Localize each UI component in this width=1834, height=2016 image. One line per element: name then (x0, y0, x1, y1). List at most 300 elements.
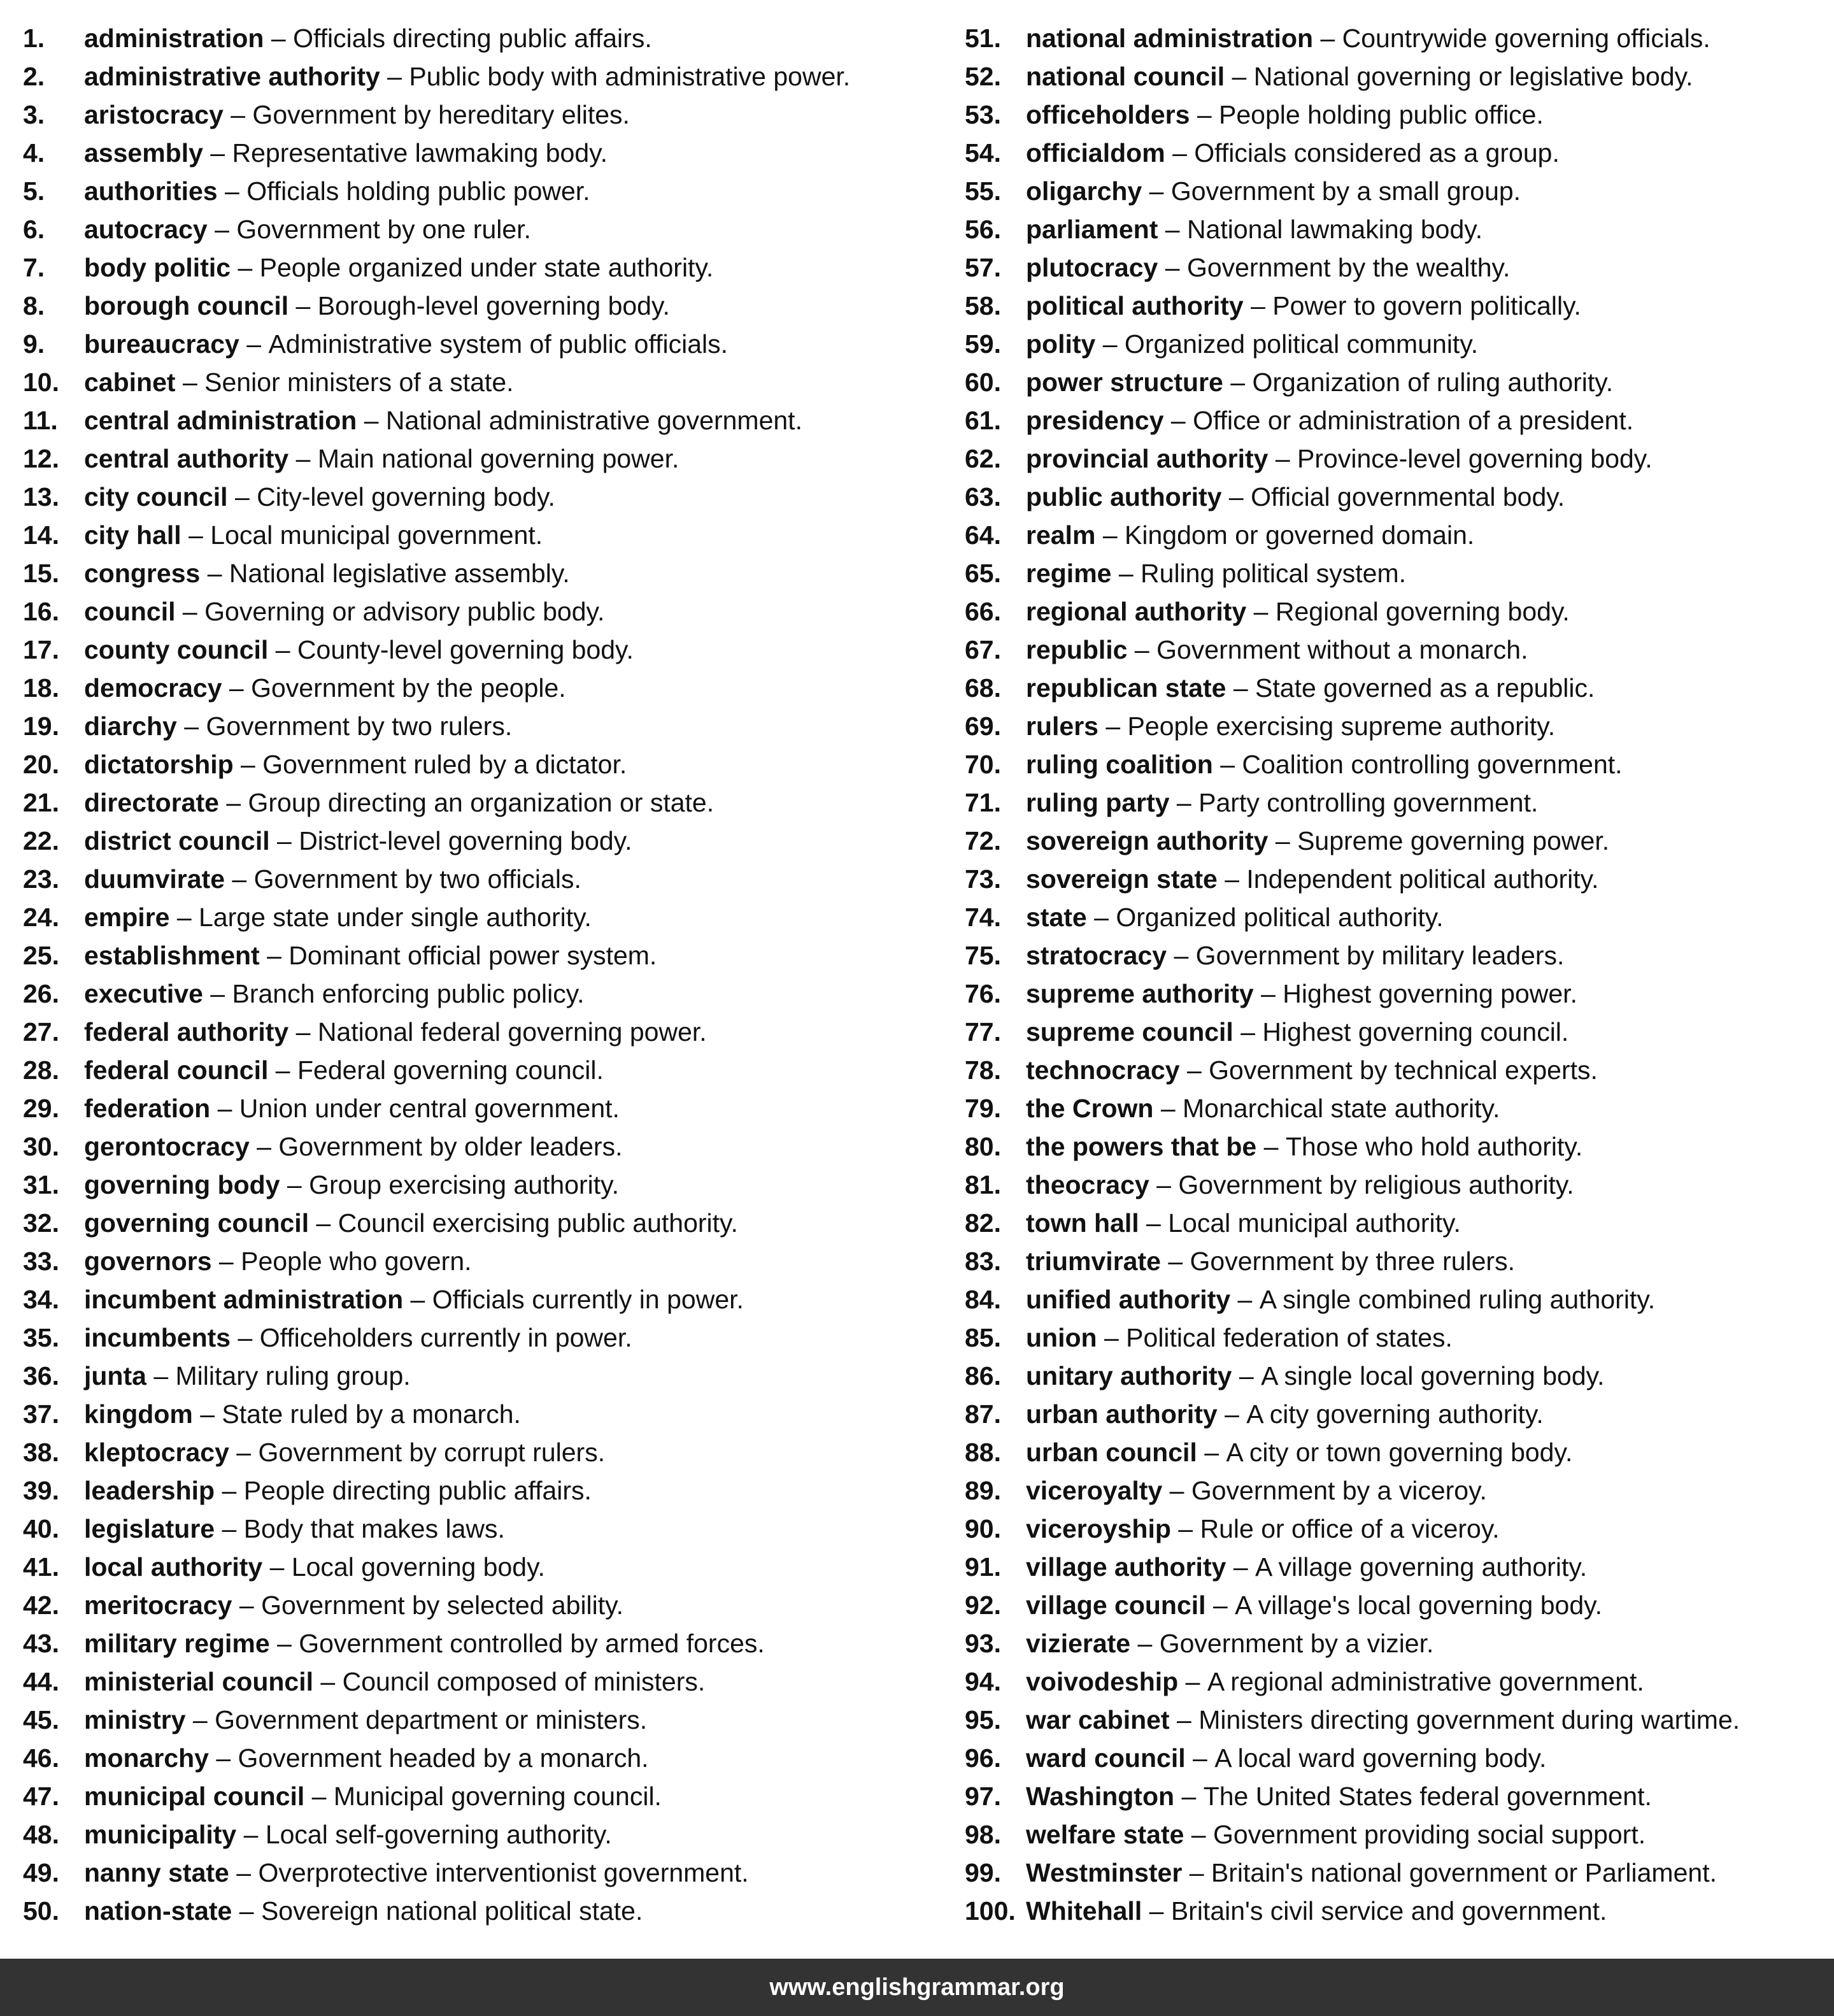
list-item (965, 1166, 1828, 1204)
item-separator: – (1158, 253, 1187, 282)
item-term: theocracy (1026, 1170, 1149, 1199)
item-term: county council (84, 635, 269, 664)
item-term: governors (84, 1247, 212, 1276)
item-number: 69. (965, 711, 1001, 741)
item-separator: – (229, 1438, 259, 1467)
list-item (23, 1433, 940, 1471)
list-item (965, 707, 1828, 745)
item-separator: – (1139, 1208, 1169, 1238)
list-item (23, 554, 940, 592)
item-definition: A village's local governing body. (1235, 1591, 1603, 1620)
item-term: Whitehall (1026, 1896, 1142, 1926)
item-number: 24. (23, 903, 59, 932)
item-separator: – (233, 750, 263, 779)
list-item (23, 1471, 940, 1510)
item-number: 45. (23, 1705, 59, 1734)
item-number: 96. (965, 1743, 1001, 1773)
item-separator: – (269, 826, 299, 855)
item-definition: Government by a vizier. (1159, 1629, 1434, 1658)
item-number: 3. (23, 100, 45, 129)
item-definition: Officials holding public power. (246, 176, 590, 206)
item-separator: – (1163, 406, 1193, 435)
item-separator: – (1178, 1667, 1207, 1696)
item-term: viceroyalty (1026, 1476, 1163, 1505)
item-number: 63. (965, 482, 1001, 511)
item-separator: – (203, 979, 232, 1008)
item-number: 25. (23, 941, 59, 970)
list-item (965, 1739, 1828, 1777)
list-item (965, 1089, 1828, 1127)
item-term: executive (84, 979, 203, 1008)
item-number: 10. (23, 368, 59, 397)
footer-url: www.englishgrammar.org (769, 1973, 1065, 2001)
item-term: supreme authority (1026, 979, 1254, 1008)
item-term: public authority (1026, 482, 1222, 511)
item-definition: A single local governing body. (1261, 1361, 1605, 1390)
item-definition: Council composed of ministers. (342, 1667, 706, 1696)
item-separator: – (1232, 1361, 1262, 1390)
item-number: 34. (23, 1285, 59, 1314)
item-definition: Independent political authority. (1246, 864, 1599, 894)
list-item (23, 1510, 940, 1548)
item-separator: – (232, 1896, 261, 1926)
item-term: borough council (84, 291, 289, 320)
item-term: dictatorship (84, 750, 234, 779)
item-separator: – (207, 215, 237, 244)
list-item (965, 631, 1828, 669)
item-number: 50. (23, 1896, 59, 1926)
item-definition: Local governing body. (291, 1552, 545, 1582)
item-separator: – (231, 253, 260, 282)
list-item (965, 57, 1828, 96)
item-number: 92. (965, 1591, 1001, 1620)
list-item (965, 1013, 1828, 1051)
list-item (23, 898, 940, 936)
item-number: 71. (965, 788, 1001, 817)
item-term: diarchy (84, 711, 177, 741)
item-term: administration (84, 24, 264, 53)
item-term: urban authority (1026, 1399, 1218, 1429)
item-term: autocracy (84, 215, 208, 244)
item-term: ruling party (1026, 788, 1170, 817)
item-number: 74. (965, 903, 1001, 932)
item-separator: – (1179, 1055, 1209, 1085)
list-item (23, 936, 940, 975)
list-item (23, 287, 940, 325)
item-separator: – (1217, 864, 1247, 894)
item-number: 56. (965, 215, 1001, 244)
list-item (965, 669, 1828, 707)
item-number: 5. (23, 176, 45, 206)
item-definition: People who govern. (241, 1247, 472, 1276)
item-definition: Government by the people. (251, 673, 566, 703)
item-separator: – (1142, 176, 1171, 206)
item-term: welfare state (1026, 1820, 1184, 1849)
item-number: 87. (965, 1399, 1001, 1429)
item-definition: Government by two officials. (253, 864, 581, 894)
item-definition: Ministers directing government during wartime. (1198, 1705, 1740, 1734)
list-item (965, 440, 1828, 478)
item-number: 9. (23, 329, 45, 359)
item-definition: Organized political community. (1124, 329, 1479, 359)
item-definition: Officials considered as a group. (1194, 138, 1560, 168)
item-definition: Government by the wealthy. (1186, 253, 1511, 282)
item-term: officialdom (1026, 138, 1165, 168)
item-separator: – (229, 1858, 259, 1887)
item-number: 54. (965, 138, 1001, 168)
item-number: 39. (23, 1476, 59, 1505)
list-item (23, 1815, 940, 1854)
item-number: 84. (965, 1285, 1001, 1314)
item-definition: Senior ministers of a state. (204, 368, 514, 397)
item-term: sovereign state (1026, 864, 1218, 894)
item-separator: – (1230, 1285, 1260, 1314)
item-term: viceroyship (1026, 1514, 1171, 1543)
item-number: 21. (23, 788, 59, 817)
item-separator: – (1170, 1514, 1200, 1543)
item-definition: Body that makes laws. (243, 1514, 505, 1543)
item-term: empire (84, 903, 170, 932)
item-definition: Rule or office of a viceroy. (1200, 1514, 1500, 1543)
item-definition: National legislative assembly. (229, 559, 570, 588)
item-separator: – (211, 1247, 241, 1276)
item-term: central administration (84, 406, 357, 435)
item-definition: People holding public office. (1219, 100, 1544, 129)
list-item (23, 631, 940, 669)
item-separator: – (203, 138, 232, 168)
item-separator: – (185, 1705, 215, 1734)
item-term: city council (84, 482, 228, 511)
item-separator: – (288, 291, 318, 320)
item-term: state (1026, 903, 1087, 932)
list-item (23, 516, 940, 554)
list-item (965, 1892, 1828, 1930)
item-separator: – (1098, 711, 1128, 741)
item-definition: Supreme governing power. (1297, 826, 1610, 855)
list-item (23, 1089, 940, 1127)
item-separator: – (1169, 1705, 1199, 1734)
item-separator: – (223, 100, 253, 129)
item-number: 28. (23, 1055, 59, 1085)
item-number: 41. (23, 1552, 59, 1582)
item-definition: Political federation of states. (1126, 1323, 1453, 1352)
item-separator: – (1226, 673, 1256, 703)
item-separator: – (1086, 903, 1116, 932)
list-item (965, 1051, 1828, 1089)
item-term: political authority (1026, 291, 1244, 320)
item-definition: Government by a viceroy. (1191, 1476, 1487, 1505)
list-item (965, 936, 1828, 975)
item-definition: Regional governing body. (1275, 597, 1570, 626)
item-separator: – (192, 1399, 222, 1429)
item-term: administrative authority (84, 62, 380, 91)
item-definition: Government by older leaders. (278, 1132, 623, 1161)
item-definition: Highest governing power. (1283, 979, 1577, 1008)
item-definition: Ruling political system. (1141, 559, 1407, 588)
item-term: war cabinet (1026, 1705, 1170, 1734)
item-separator: – (225, 864, 254, 894)
item-definition: Party controlling government. (1198, 788, 1539, 817)
item-separator: – (1226, 1552, 1256, 1582)
item-definition: Military ruling group. (175, 1361, 411, 1390)
item-term: council (84, 597, 176, 626)
item-definition: A city or town governing body. (1226, 1438, 1573, 1467)
item-separator: – (1158, 215, 1187, 244)
list-item (965, 592, 1828, 631)
item-term: incumbent administration (84, 1285, 404, 1314)
item-separator: – (1233, 1017, 1263, 1047)
item-number: 55. (965, 176, 1001, 206)
item-separator: – (1256, 1132, 1286, 1161)
item-number: 68. (965, 673, 1001, 703)
item-number: 64. (965, 520, 1001, 550)
item-number: 52. (965, 62, 1001, 91)
item-definition: Countrywide governing officials. (1342, 24, 1710, 53)
list-item (23, 707, 940, 745)
item-separator: – (1197, 1438, 1226, 1467)
item-definition: A city governing authority. (1246, 1399, 1544, 1429)
item-separator: – (268, 635, 297, 664)
item-definition: Government providing social support. (1213, 1820, 1646, 1849)
item-term: meritocracy (84, 1591, 232, 1620)
item-number: 19. (23, 711, 59, 741)
item-number: 26. (23, 979, 59, 1008)
item-number: 60. (965, 368, 1001, 397)
item-term: union (1026, 1323, 1097, 1352)
item-term: federal council (84, 1055, 269, 1085)
right-column (965, 19, 1828, 1930)
item-separator: – (1127, 635, 1157, 664)
item-term: national administration (1026, 24, 1314, 53)
item-number: 85. (965, 1323, 1001, 1352)
item-definition: A local ward governing body. (1214, 1743, 1547, 1773)
list-item (23, 325, 940, 363)
list-item (23, 134, 940, 172)
item-term: federal authority (84, 1017, 289, 1047)
item-separator: – (1174, 1782, 1204, 1811)
item-separator: – (1313, 24, 1342, 53)
item-term: plutocracy (1026, 253, 1158, 282)
list-item (965, 1624, 1828, 1662)
item-definition: Large state under single authority. (199, 903, 592, 932)
item-number: 70. (965, 750, 1001, 779)
item-definition: National federal governing power. (317, 1017, 707, 1047)
item-term: voivodeship (1026, 1667, 1179, 1696)
item-number: 40. (23, 1514, 59, 1543)
item-number: 14. (23, 520, 59, 550)
item-separator: – (403, 1285, 432, 1314)
item-term: unitary authority (1026, 1361, 1232, 1390)
item-definition: People directing public affairs. (243, 1476, 592, 1505)
item-number: 57. (965, 253, 1001, 282)
item-number: 86. (965, 1361, 1001, 1390)
list-item (965, 363, 1828, 401)
item-definition: National administrative government. (385, 406, 802, 435)
item-definition: Coalition controlling government. (1242, 750, 1623, 779)
item-separator: – (215, 1514, 244, 1543)
list-item (23, 592, 940, 631)
item-term: nation-state (84, 1896, 232, 1926)
item-number: 98. (965, 1820, 1001, 1849)
list-item (23, 1854, 940, 1892)
item-term: central authority (84, 444, 289, 473)
item-number: 47. (23, 1782, 59, 1811)
item-definition: Government by corrupt rulers. (258, 1438, 606, 1467)
item-number: 43. (23, 1629, 59, 1658)
item-separator: – (1130, 1629, 1160, 1658)
list-item (965, 401, 1828, 440)
item-separator: – (1153, 1094, 1183, 1123)
item-definition: Government by a small group. (1170, 176, 1521, 206)
item-separator: – (1095, 329, 1125, 359)
item-term: aristocracy (84, 100, 224, 129)
vocabulary-list (0, 19, 1834, 1924)
item-term: regional authority (1026, 597, 1247, 626)
item-definition: Government by three rulers. (1190, 1247, 1515, 1276)
item-definition: Kingdom or governed domain. (1125, 520, 1475, 550)
item-separator: – (1111, 559, 1141, 588)
item-separator: – (1160, 1247, 1190, 1276)
item-definition: Government ruled by a dictator. (262, 750, 627, 779)
item-definition: Province-level governing body. (1297, 444, 1653, 473)
item-definition: Representative lawmaking body. (232, 138, 608, 168)
item-definition: State governed as a republic. (1255, 673, 1595, 703)
item-separator: – (1246, 597, 1276, 626)
item-separator: – (1253, 979, 1283, 1008)
item-separator: – (1243, 291, 1273, 320)
item-term: republican state (1026, 673, 1226, 703)
item-number: 20. (23, 750, 59, 779)
item-term: Westminster (1026, 1858, 1183, 1887)
item-number: 62. (965, 444, 1001, 473)
item-separator: – (215, 1476, 244, 1505)
item-number: 15. (23, 559, 59, 588)
list-item (23, 1548, 940, 1586)
item-term: cabinet (84, 368, 176, 397)
item-definition: Government headed by a monarch. (238, 1743, 649, 1773)
item-term: governing council (84, 1208, 309, 1238)
item-separator: – (1182, 1858, 1211, 1887)
item-term: triumvirate (1026, 1247, 1161, 1276)
list-item (965, 1701, 1828, 1739)
item-definition: Union under central government. (239, 1094, 620, 1123)
item-number: 51. (965, 24, 1001, 53)
item-separator: – (176, 711, 206, 741)
item-separator: – (218, 788, 248, 817)
item-separator: – (313, 1667, 343, 1696)
item-number: 46. (23, 1743, 59, 1773)
item-definition: Branch enforcing public policy. (232, 979, 585, 1008)
item-term: monarchy (84, 1743, 209, 1773)
item-term: village council (1026, 1591, 1206, 1620)
item-number: 37. (23, 1399, 59, 1429)
item-term: legislature (84, 1514, 215, 1543)
item-term: establishment (84, 941, 260, 970)
item-number: 73. (965, 864, 1001, 894)
item-separator: – (1097, 1323, 1127, 1352)
item-number: 89. (965, 1476, 1001, 1505)
item-number: 7. (23, 253, 45, 282)
item-number: 61. (965, 406, 1001, 435)
item-term: assembly (84, 138, 203, 168)
list-item (965, 478, 1828, 516)
list-item (23, 1739, 940, 1777)
item-term: democracy (84, 673, 222, 703)
item-separator: – (1268, 444, 1298, 473)
item-number: 79. (965, 1094, 1001, 1123)
item-term: parliament (1026, 215, 1158, 244)
item-number: 81. (965, 1170, 1001, 1199)
list-item (965, 898, 1828, 936)
item-definition: Group exercising authority. (309, 1170, 620, 1199)
item-definition: Main national governing power. (317, 444, 679, 473)
list-item (965, 287, 1828, 325)
item-number: 27. (23, 1017, 59, 1047)
list-item (965, 248, 1828, 287)
item-separator: – (210, 1094, 239, 1123)
item-definition: A village governing authority. (1255, 1552, 1588, 1582)
item-definition: Those who hold authority. (1285, 1132, 1583, 1161)
item-term: incumbents (84, 1323, 231, 1352)
list-item (23, 1319, 940, 1357)
item-term: junta (84, 1361, 146, 1390)
item-number: 77. (965, 1017, 1001, 1047)
item-separator: – (169, 903, 199, 932)
list-item (965, 554, 1828, 592)
item-definition: Local municipal government. (210, 520, 543, 550)
item-separator: – (222, 673, 252, 703)
item-separator: – (1162, 1476, 1191, 1505)
item-number: 35. (23, 1323, 59, 1352)
item-separator: – (1217, 1399, 1247, 1429)
item-separator: – (380, 62, 409, 91)
item-definition: Organized political authority. (1116, 903, 1444, 932)
item-definition: People organized under state authority. (259, 253, 714, 282)
item-separator: – (1095, 520, 1125, 550)
item-separator: – (200, 559, 229, 588)
list-item (23, 1586, 940, 1624)
item-definition: State ruled by a monarch. (222, 1399, 521, 1429)
item-term: directorate (84, 788, 219, 817)
item-separator: – (262, 1552, 292, 1582)
item-term: stratocracy (1026, 941, 1167, 970)
item-separator: – (280, 1170, 309, 1199)
item-number: 76. (965, 979, 1001, 1008)
list-item (965, 1510, 1828, 1548)
list-item (23, 19, 940, 57)
list-item (23, 248, 940, 287)
item-definition: Monarchical state authority. (1183, 1094, 1500, 1123)
item-separator: – (1205, 1591, 1235, 1620)
item-number: 22. (23, 826, 59, 855)
item-term: authorities (84, 176, 218, 206)
list-item (965, 1548, 1828, 1586)
item-definition: National governing or legislative body. (1253, 62, 1693, 91)
list-item (965, 1395, 1828, 1433)
list-item (23, 860, 940, 898)
item-definition: People exercising supreme authority. (1127, 711, 1556, 741)
item-term: body politic (84, 253, 231, 282)
list-item (23, 401, 940, 440)
item-number: 4. (23, 138, 45, 168)
list-item (23, 1892, 940, 1930)
list-item (965, 134, 1828, 172)
item-separator: – (264, 24, 294, 53)
item-term: the powers that be (1026, 1132, 1257, 1161)
item-term: power structure (1026, 368, 1223, 397)
item-number: 95. (965, 1705, 1001, 1734)
list-item (23, 363, 940, 401)
